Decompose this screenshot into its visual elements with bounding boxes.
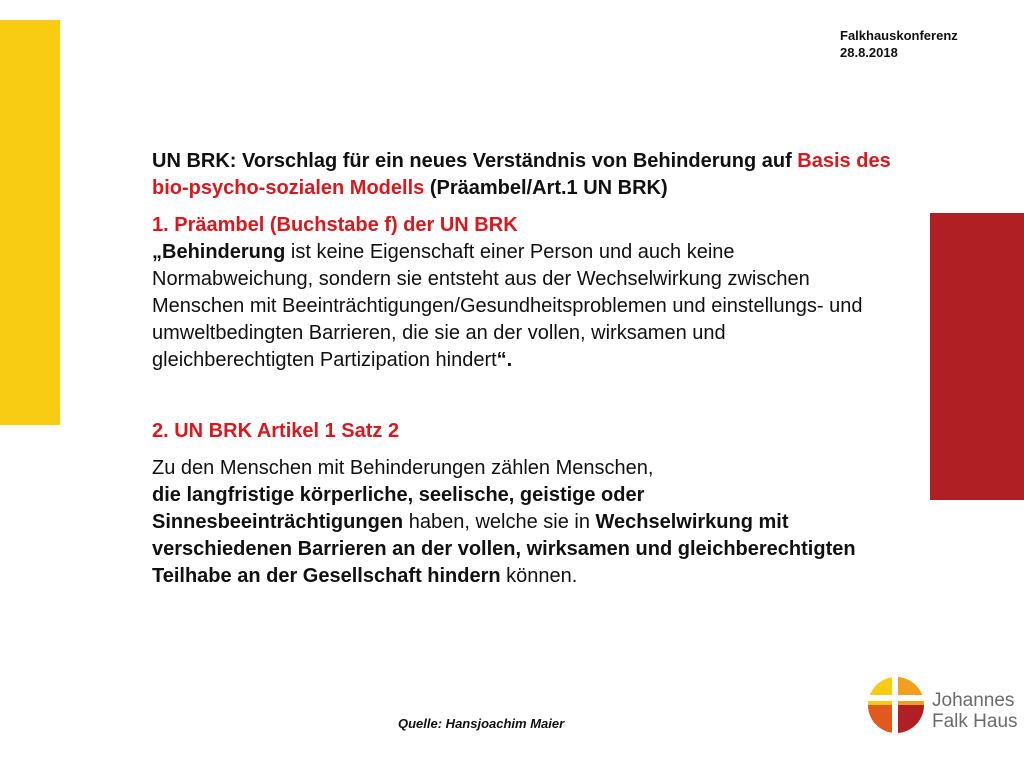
section2-text2: können. bbox=[500, 565, 578, 587]
section2-text1: haben, welche sie in bbox=[403, 511, 596, 533]
section2-intro: Zu den Menschen mit Behinderungen zählen Menschen, bbox=[152, 457, 654, 479]
title-part1: UN BRK: Vorschlag für ein neues Verständnis von Behinderung auf bbox=[152, 150, 798, 172]
title-part2: (Präambel/Art.1 UN BRK) bbox=[424, 177, 668, 199]
section2-body bbox=[152, 455, 892, 590]
header-conference: Falkhauskonferenz bbox=[840, 28, 958, 43]
quote-bold: „Behinderung bbox=[152, 241, 286, 263]
section2-bold1: die langfristige körperliche, seelische, geistige oder Sinnesbeeinträchtigungen bbox=[152, 484, 645, 533]
section1-heading: 1. Präambel (Buchstabe f) der UN BRK bbox=[152, 214, 518, 236]
slide-content bbox=[152, 148, 892, 590]
section2-heading: 2. UN BRK Artikel 1 Satz 2 bbox=[152, 420, 400, 442]
quote-rest: ist keine Eigenschaft einer Person und auch keine Normabweichung, sondern sie entsteht aus der Wechselwirkung zwischen Menschen mit Beeinträchtigungen/Gesundheitsproblemen und einstellungs- und umweltbedingten Barrieren, die sie an der vollen, wirksamen und gleichberechtigten Partizipation hindert bbox=[152, 241, 863, 371]
section1-quote bbox=[152, 239, 892, 374]
header bbox=[840, 27, 958, 61]
logo-line2: Falk Haus bbox=[932, 711, 1018, 732]
slide-title bbox=[152, 148, 892, 202]
red-accent-bar bbox=[930, 213, 1024, 500]
section2-bold2: Wechselwirkung mit verschiedenen Barrieren an der vollen, wirksamen und gleichberechtigten Teilhabe an der Gesellschaft hindern bbox=[152, 511, 856, 587]
logo-line1: Johannes bbox=[932, 690, 1015, 711]
source-note: Quelle: Hansjoachim Maier bbox=[398, 716, 565, 731]
logo-text bbox=[932, 690, 1018, 732]
quote-end: “. bbox=[496, 349, 513, 371]
yellow-accent-bar bbox=[0, 20, 60, 425]
header-date: 28.8.2018 bbox=[840, 45, 898, 60]
title-red: Basis des bio-psycho-sozialen Modells bbox=[152, 150, 891, 199]
